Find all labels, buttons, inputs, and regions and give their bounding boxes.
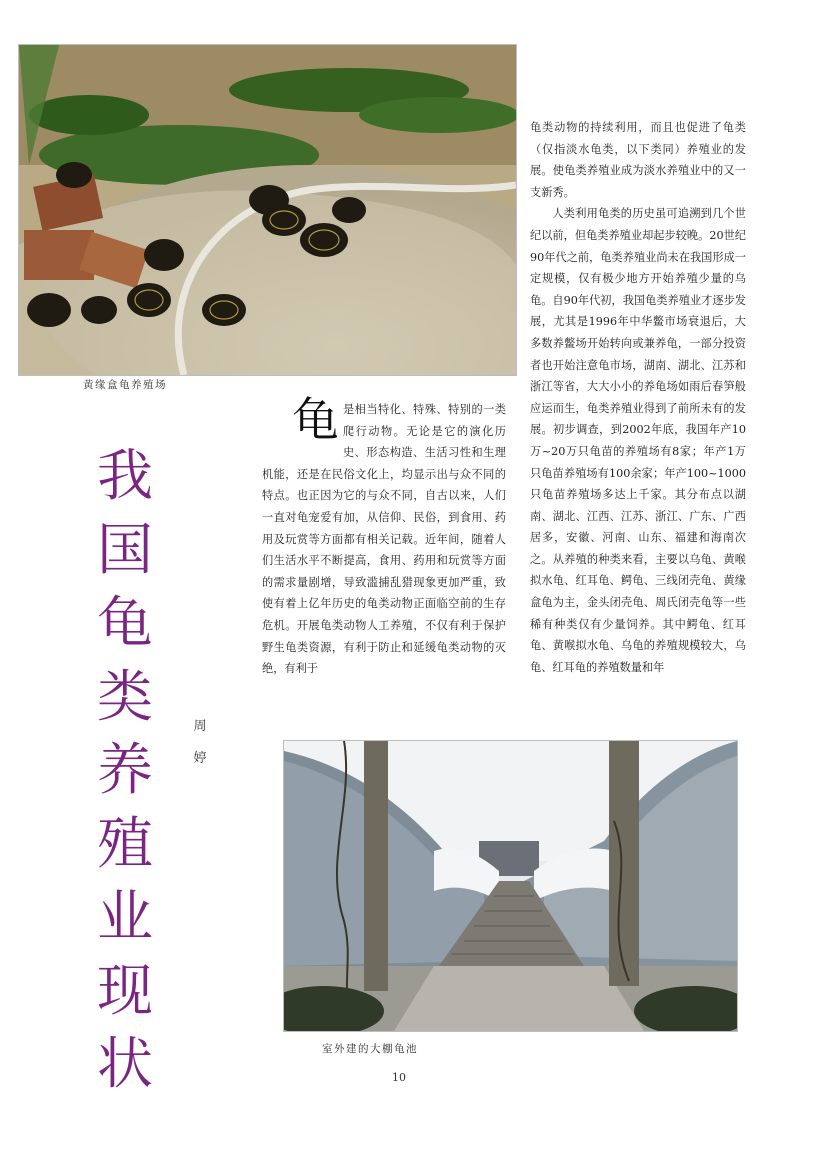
article-title — [84, 440, 166, 1102]
title-char: 殖 — [97, 811, 153, 877]
title-char: 养 — [97, 738, 153, 803]
author-char: 周 — [193, 719, 207, 734]
title-char: 状 — [97, 1032, 153, 1097]
drop-cap: 龟 — [292, 393, 339, 448]
author-char: 婷 — [193, 751, 207, 766]
article-column-2 — [530, 117, 746, 678]
title-char: 国 — [97, 517, 153, 583]
title-char: 业 — [97, 885, 153, 950]
top-photo-caption: 黄缘盒龟养殖场 — [83, 379, 167, 391]
bottom-photo-caption: 室外建的大棚龟池 — [322, 1043, 418, 1055]
article-paragraph: 龟类动物的持续利用，而且也促进了龟类（仅指淡水龟类，以下类同）养殖业的发展。使龟类养殖业成为淡水养殖业中的又一支新秀。 — [530, 121, 746, 199]
page-number: 10 — [392, 1071, 406, 1084]
paragraph-text: 是相当特化、特殊、特别的一类爬行动物。无论是它的演化历史、形态构造、生活习性和生理机能，还是在民俗文化上，均显示出与众不同的特点。也正因为它的与众不同，自古以来，人们一直对龟宠爱有加，从信仰、民俗，到食用、药用及玩赏等方面都有相关记载。近年间，随着人们生活水平不断提高，食用、药用和玩赏等方面的需求量剧增，导致滥捕乱猎现象更加严重，致使有着上亿年历史的龟类动物正面临空前的生存危机。开展龟类动物人工养殖，不仅有利于保护野生龟类资源，有利于防止和延缓龟类动物的灭绝，有利于 — [262, 403, 506, 676]
title-char: 龟 — [97, 591, 153, 656]
title-char: 类 — [97, 664, 153, 730]
title-char: 现 — [97, 958, 153, 1024]
turtle-farm-photo — [18, 44, 517, 376]
article-paragraph: 人类利用龟类的历史虽可追溯到几个世纪以前，但龟类养殖业却起步较晚。20世纪90年代之前，龟类养殖业尚未在我国形成一定规模，仅有极少地方开始养殖少量的乌龟。自90年代初，我国龟类养殖业才逐步发展，尤其是1996年中华鳖市场衰退后，大多数养鳖场开始转向或兼养龟，一部分投资者也开始注意龟市场，湖南、湖北、江苏和浙江等省，大大小小的养龟场如雨后春笋般应运而生，龟类养殖业得到了前所未有的发展。初步调查，到2002年底，我国年产10万~20万只龟苗的养殖场有8家；年产1万只龟苗养殖场有100余家；年产100~1000只龟苗养殖场多达上千家。其分布点以湖南、湖北、江西、江苏、浙江、广东、广西居多，安徽、河南、山东、福建和海南次之。从养殖的种类来看，主要以乌龟、黄喉拟水龟、红耳龟、鳄龟、三线闭壳龟、黄缘盒龟为主，金头闭壳龟、周氏闭壳龟等一些稀有种类仅有少量饲养。其中鳄龟、红耳龟、黄喉拟水龟、乌龟的养殖规模较大，乌龟、红耳龟的养殖数量和年 — [530, 207, 746, 674]
greenhouse-pond-photo — [283, 740, 738, 1032]
article-column-1 — [262, 393, 506, 680]
author-name — [190, 711, 210, 775]
title-char: 我 — [97, 444, 153, 509]
article-paragraph — [262, 393, 506, 680]
